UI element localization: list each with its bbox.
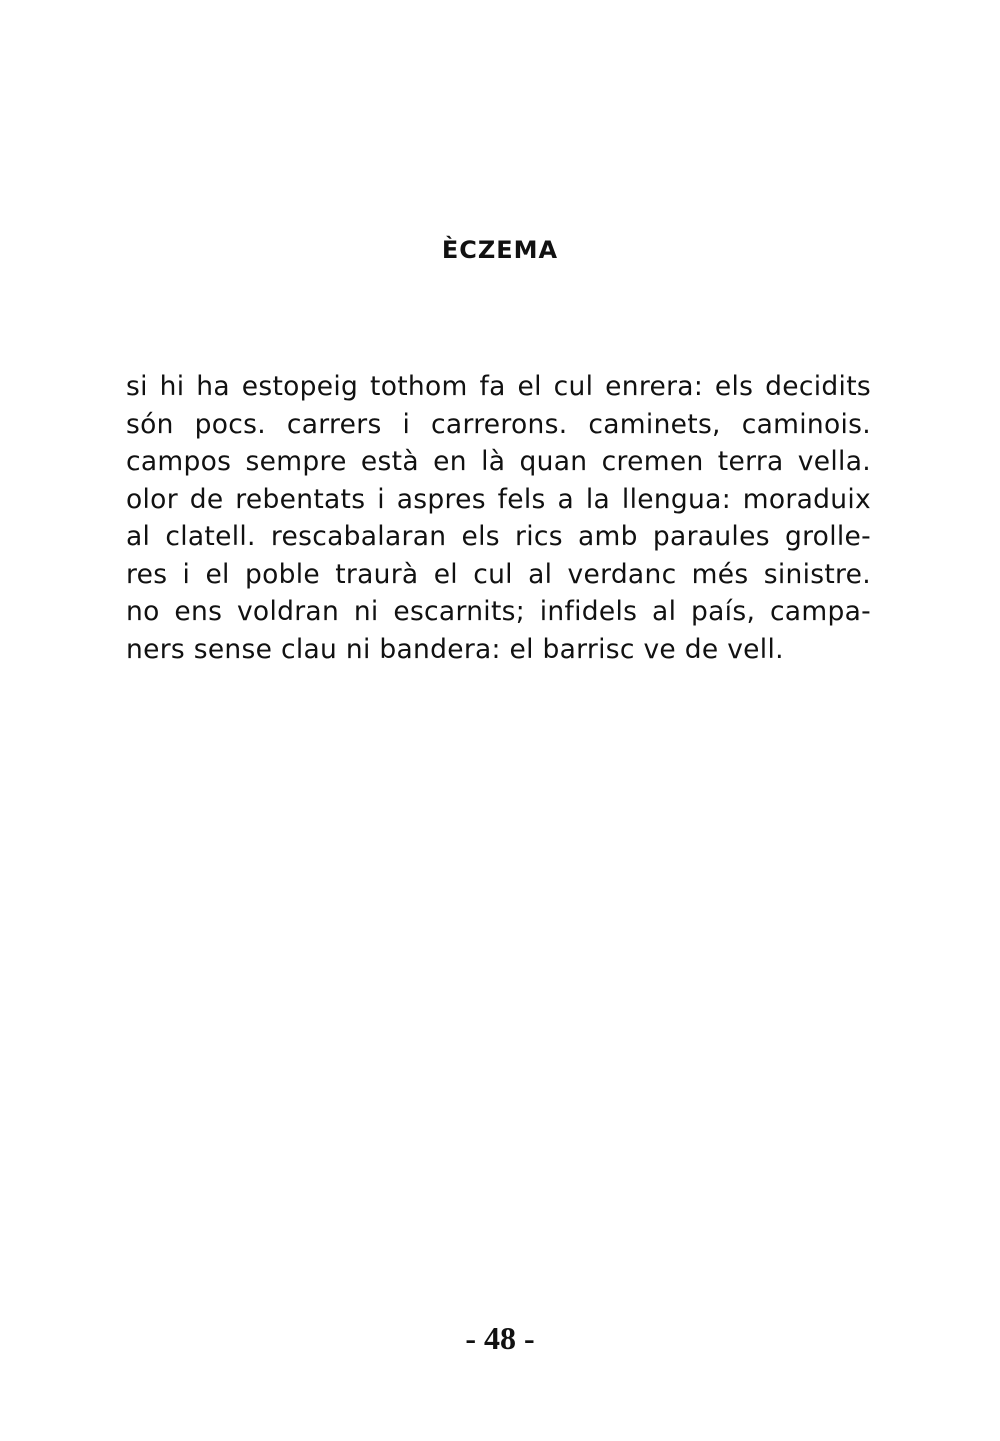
- poem-line: si hi ha estopeig tothom fa el cul enrera: els decidits: [126, 371, 871, 402]
- poem-line: olor de rebentats i aspres fels a la llengua: moraduix: [126, 483, 871, 515]
- poem-body: [126, 368, 871, 668]
- poem-title: ÈCZEMA: [441, 236, 559, 264]
- page-number: - 48 -: [465, 1320, 535, 1356]
- poem-line: campos sempre està en là quan cremen terra vella.: [126, 446, 871, 477]
- poem-line: són pocs. carrers i carrerons. caminets, caminois.: [126, 408, 871, 440]
- poem-line: no ens voldran ni escarnits; infidels al país, campa-: [126, 596, 871, 627]
- poem-line: al clatell. rescabalaran els rics amb paraules grolle-: [126, 521, 871, 552]
- poem-line: ners sense clau ni bandera: el barrisc ve de vell.: [126, 633, 784, 665]
- poem-line: res i el poble traurà el cul al verdanc més sinistre.: [126, 558, 871, 590]
